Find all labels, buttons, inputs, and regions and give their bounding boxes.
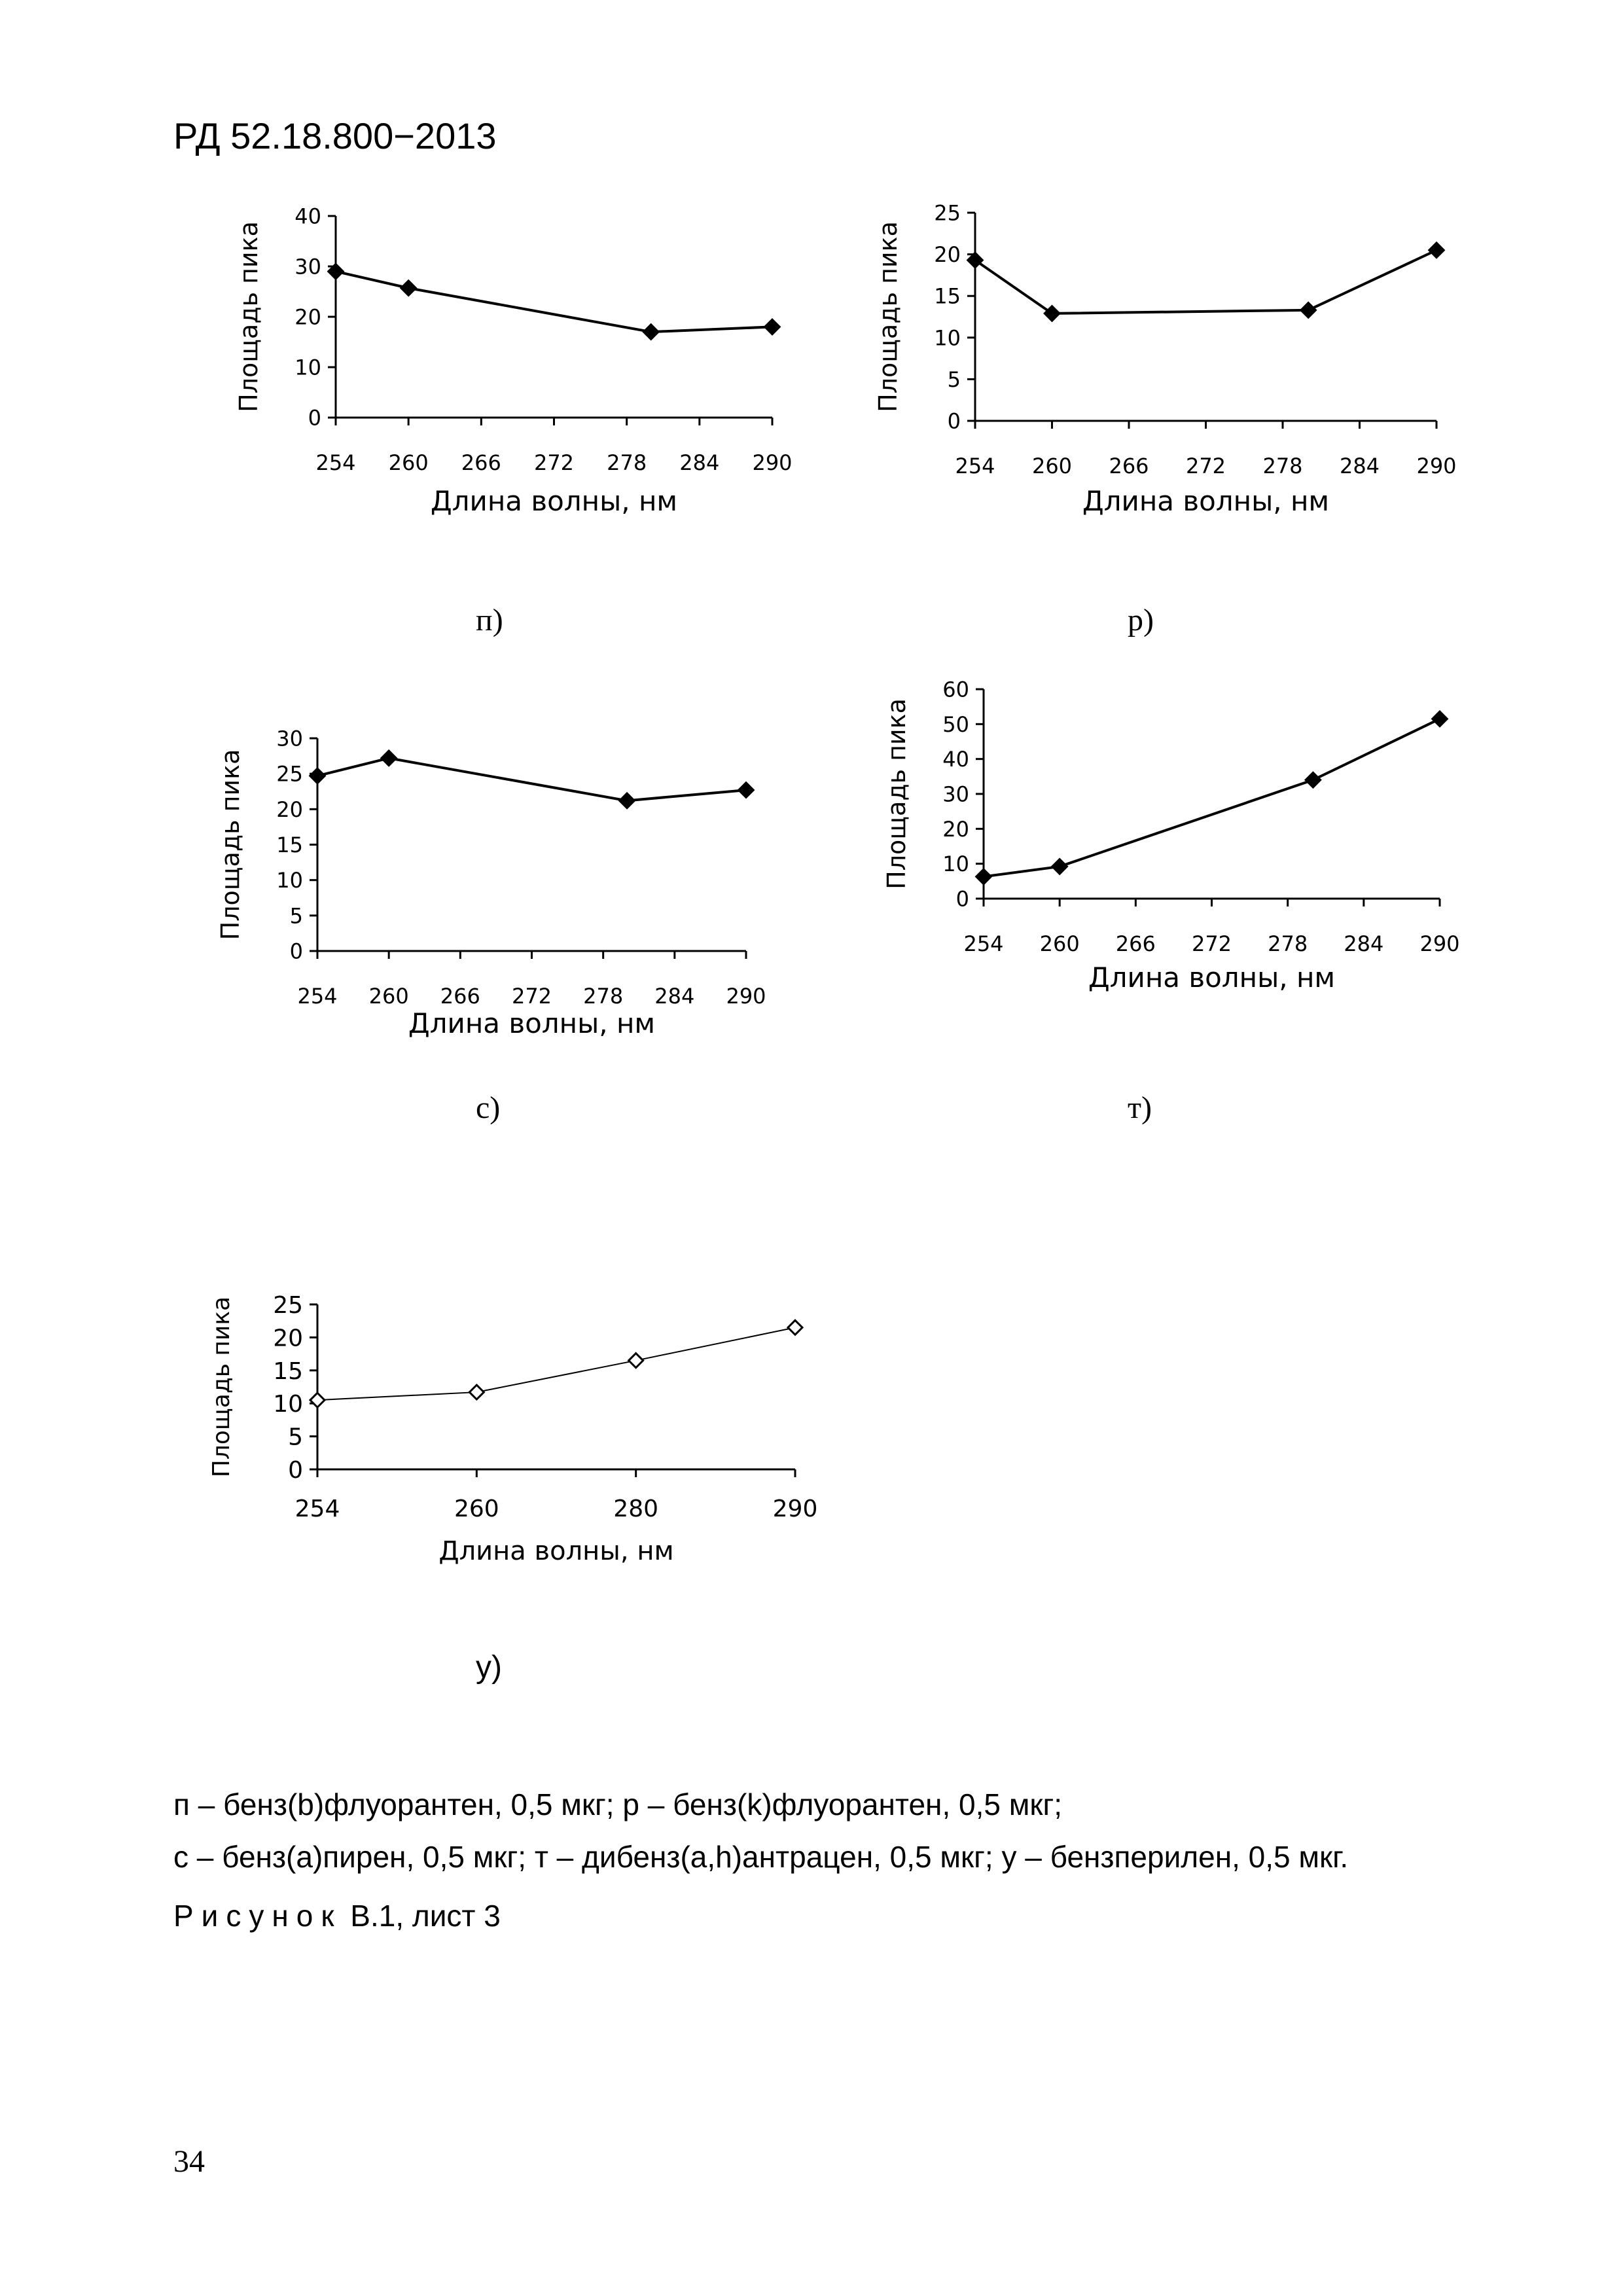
chart-r-x-tick-label: 272 (1185, 454, 1226, 478)
chart-p-data-point (764, 319, 780, 334)
chart-t-data-point (1305, 772, 1321, 788)
chart-s-series-line (317, 758, 746, 800)
chart-r-x-tick-label: 266 (1109, 454, 1149, 478)
chart-t-x-tick-label: 284 (1344, 931, 1384, 956)
chart-p-x-tick-label: 278 (607, 450, 647, 475)
chart-p-y-tick-label: 0 (308, 405, 321, 431)
caption-t: т) (1128, 1090, 1152, 1125)
chart-s-x-tick-label: 260 (368, 984, 409, 1009)
chart-t-x-tick-label: 272 (1191, 931, 1232, 956)
chart-s-x-tick-label: 266 (440, 984, 480, 1009)
chart-t-data-point (1432, 711, 1448, 726)
chart-u-data-point (788, 1320, 802, 1335)
chart-s-y-tick-label: 30 (276, 726, 303, 751)
figure-caption (173, 1898, 501, 1933)
chart-t-series-line (984, 719, 1440, 876)
chart-p-y-axis-label: Площадь пика (234, 221, 263, 412)
chart-r-y-tick-label: 10 (934, 325, 961, 351)
caption-p: п) (476, 603, 503, 637)
chart-p-x-axis-label: Длина волны, нм (430, 485, 678, 517)
chart-p-y-tick-label: 30 (294, 254, 321, 279)
chart-r-x-tick-label: 260 (1031, 454, 1073, 478)
chart-p-y-tick-label: 40 (294, 204, 321, 229)
chart-p-data-point (401, 280, 416, 296)
chart-p-x-tick-label: 254 (315, 450, 356, 475)
chart-p-y-tick-label: 10 (294, 355, 321, 380)
chart-t-y-tick-label: 60 (942, 677, 969, 702)
chart-p-x-tick-label: 290 (752, 450, 793, 475)
legend-line-1: п – бенз(b)флуорантен, 0,5 мкг; р – бенз(k)флуорантен, 0,5 мкг; (173, 1787, 1063, 1821)
chart-t-x-tick-label: 260 (1039, 931, 1080, 956)
chart-r-x-tick-label: 278 (1262, 454, 1303, 478)
chart-u-series-line (317, 1327, 795, 1400)
chart-r-x-tick-label: 254 (955, 454, 995, 478)
chart-s-y-tick-label: 10 (276, 868, 303, 893)
chart-u-y-tick-label: 15 (273, 1357, 303, 1385)
chart-s-x-tick-label: 272 (511, 984, 552, 1009)
chart-r-y-tick-label: 0 (947, 408, 961, 434)
page-number: 34 (173, 2144, 205, 2179)
chart-r-y-tick-label: 25 (934, 200, 961, 226)
chart-s-x-tick-label: 254 (297, 984, 338, 1009)
chart-r-series-line (975, 250, 1436, 314)
chart-u-y-tick-label: 10 (273, 1391, 303, 1418)
chart-s-x-axis-label: Длина волны, нм (408, 1007, 656, 1039)
chart-r-y-tick-label: 5 (947, 367, 961, 392)
chart-t-x-tick-label: 278 (1268, 931, 1308, 956)
chart-t-y-tick-label: 30 (942, 781, 969, 807)
chart-s-y-tick-label: 5 (289, 903, 303, 929)
chart-r-y-tick-label: 15 (934, 283, 961, 309)
chart-u-data-point (629, 1354, 643, 1368)
chart-t-y-axis-label: Площадь пика (882, 698, 911, 889)
chart-p-series-line (336, 272, 772, 332)
chart-u-x-tick-label: 260 (454, 1496, 499, 1522)
chart-r-data-point (1429, 242, 1444, 258)
chart-s-y-tick-label: 20 (276, 797, 303, 822)
chart-t-x-tick-label: 254 (963, 931, 1004, 956)
chart-s-data-point (381, 750, 397, 766)
chart-u-x-tick-label: 280 (613, 1496, 659, 1522)
chart-s-y-axis-label: Площадь пика (216, 749, 245, 941)
figure-caption-word: Рисунок (173, 1899, 342, 1933)
chart-r-data-point (1300, 302, 1316, 318)
chart-u-y-tick-label: 20 (273, 1325, 303, 1352)
chart-s-y-tick-label: 0 (289, 939, 303, 964)
chart-s-x-tick-label: 278 (583, 984, 624, 1009)
chart-r-x-axis-label: Длина волны, нм (1082, 485, 1330, 517)
document-id: РД 52.18.800−2013 (173, 115, 497, 156)
chart-s-x-tick-label: 290 (726, 984, 766, 1009)
chart-u-x-tick-label: 290 (772, 1496, 818, 1522)
chart-t-y-tick-label: 20 (942, 816, 969, 842)
chart-u-x-tick-label: 254 (294, 1496, 340, 1522)
chart-r-y-axis-label: Площадь пика (874, 221, 902, 412)
chart-p-x-tick-label: 260 (388, 450, 429, 475)
chart-u-data-point (469, 1385, 484, 1399)
chart-s-x-tick-label: 284 (654, 984, 695, 1009)
chart-t-y-tick-label: 40 (942, 747, 969, 772)
chart-r-x-tick-label: 290 (1416, 454, 1457, 478)
chart-t-x-tick-label: 266 (1115, 931, 1156, 956)
chart-u-y-axis-label: Площадь пика (208, 1296, 235, 1478)
chart-p-x-tick-label: 284 (679, 450, 720, 475)
chart-p-y-tick-label: 20 (294, 304, 321, 330)
chart-s-y-tick-label: 15 (276, 833, 303, 858)
legend-line-2: с – бенз(а)пирен, 0,5 мкг; т – дибенз(a,h)антрацен, 0,5 мкг; у – бензперилен, 0,5 мкг. (173, 1840, 1349, 1874)
chart-t-y-tick-label: 0 (955, 886, 969, 912)
chart-t-x-tick-label: 290 (1419, 931, 1460, 956)
figure-caption-rest: В.1, лист 3 (342, 1899, 501, 1933)
chart-t-data-point (976, 869, 991, 884)
chart-u-y-tick-label: 0 (288, 1456, 303, 1484)
chart-s-data-point (619, 793, 635, 808)
chart-t-y-tick-label: 50 (942, 711, 969, 737)
chart-u-data-point (310, 1393, 325, 1407)
chart-p-x-tick-label: 266 (461, 450, 501, 475)
chart-r-y-tick-label: 20 (934, 242, 961, 268)
caption-u: у) (476, 1650, 502, 1685)
chart-p-x-tick-label: 272 (533, 450, 575, 475)
chart-u-y-tick-label: 25 (273, 1291, 303, 1319)
chart-u-x-axis-label: Длина волны, нм (438, 1536, 674, 1566)
caption-s: с) (476, 1090, 501, 1125)
chart-s-data-point (310, 768, 325, 783)
chart-t-data-point (1052, 859, 1067, 874)
chart-t-y-tick-label: 10 (942, 852, 969, 877)
chart-r-x-tick-label: 284 (1339, 454, 1380, 478)
chart-r-data-point (1044, 306, 1060, 321)
chart-s-y-tick-label: 25 (276, 761, 303, 787)
chart-s-data-point (738, 782, 754, 798)
chart-p-data-point (643, 324, 659, 340)
chart-t-x-axis-label: Длина волны, нм (1088, 961, 1336, 994)
chart-u-y-tick-label: 5 (288, 1424, 303, 1451)
caption-r: р) (1128, 603, 1154, 637)
